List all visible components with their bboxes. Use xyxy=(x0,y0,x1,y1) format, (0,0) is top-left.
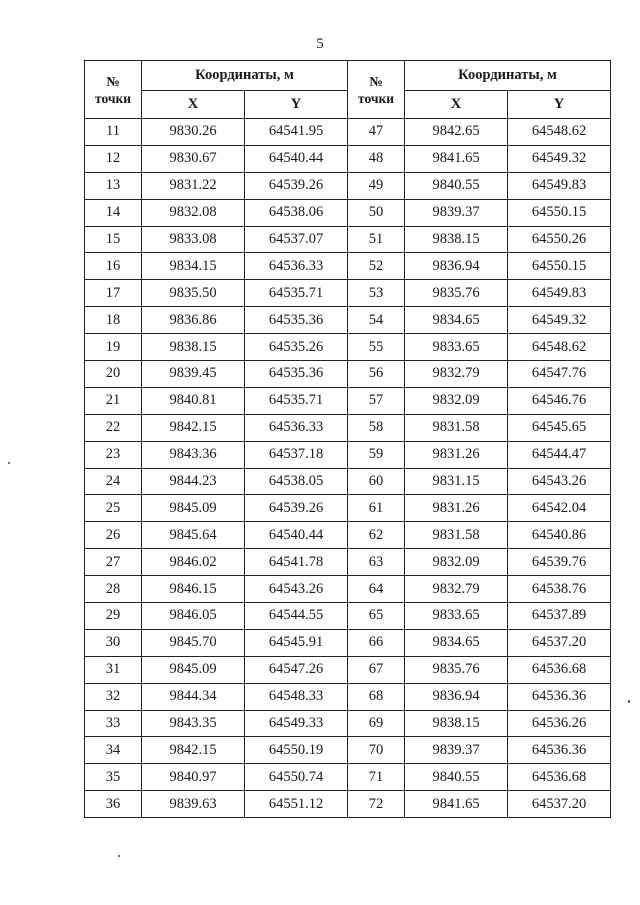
table-row xyxy=(85,253,611,280)
left-y-value: 64537.18 xyxy=(245,441,348,468)
left-y-value: 64545.91 xyxy=(245,629,348,656)
left-y-value: 64550.19 xyxy=(245,737,348,764)
left-point-number: 19 xyxy=(85,334,142,361)
table-row xyxy=(85,199,611,226)
right-y-value: 64536.68 xyxy=(508,764,611,791)
left-x-value: 9835.50 xyxy=(142,280,245,307)
left-y-value: 64541.95 xyxy=(245,119,348,146)
table-row xyxy=(85,361,611,388)
left-x-value: 9839.63 xyxy=(142,791,245,818)
number-sign: № xyxy=(106,73,120,89)
left-point-number: 27 xyxy=(85,549,142,576)
table-row xyxy=(85,629,611,656)
left-x-value: 9836.86 xyxy=(142,307,245,334)
left-x-value: 9846.05 xyxy=(142,603,245,630)
left-x-value: 9832.08 xyxy=(142,199,245,226)
right-point-number: 62 xyxy=(348,522,405,549)
coordinates-header-right: Координаты, м xyxy=(405,61,611,91)
right-x-value: 9839.37 xyxy=(405,737,508,764)
scan-speck xyxy=(628,700,630,703)
left-point-number: 14 xyxy=(85,199,142,226)
table-row xyxy=(85,549,611,576)
right-point-number: 67 xyxy=(348,656,405,683)
left-y-value: 64538.06 xyxy=(245,199,348,226)
left-point-number: 29 xyxy=(85,603,142,630)
left-y-value: 64543.26 xyxy=(245,576,348,603)
table-row xyxy=(85,656,611,683)
table-row xyxy=(85,172,611,199)
right-y-value: 64542.04 xyxy=(508,495,611,522)
right-point-number: 57 xyxy=(348,387,405,414)
right-y-value: 64550.26 xyxy=(508,226,611,253)
right-point-number: 60 xyxy=(348,468,405,495)
left-y-value: 64551.12 xyxy=(245,791,348,818)
right-point-number: 68 xyxy=(348,683,405,710)
right-point-number: 47 xyxy=(348,119,405,146)
right-y-value: 64545.65 xyxy=(508,414,611,441)
right-y-value: 64548.62 xyxy=(508,119,611,146)
left-x-value: 9839.45 xyxy=(142,361,245,388)
right-x-value: 9832.79 xyxy=(405,576,508,603)
left-x-value: 9846.15 xyxy=(142,576,245,603)
y-header-right: Y xyxy=(508,91,611,119)
right-x-value: 9834.65 xyxy=(405,629,508,656)
point-number-header-left xyxy=(85,61,142,119)
left-x-value: 9845.09 xyxy=(142,495,245,522)
right-y-value: 64540.86 xyxy=(508,522,611,549)
right-x-value: 9831.26 xyxy=(405,495,508,522)
right-x-value: 9840.55 xyxy=(405,172,508,199)
table-row xyxy=(85,334,611,361)
table-row xyxy=(85,576,611,603)
left-x-value: 9834.15 xyxy=(142,253,245,280)
table-row xyxy=(85,710,611,737)
table-row xyxy=(85,119,611,146)
left-point-number: 20 xyxy=(85,361,142,388)
left-x-value: 9846.02 xyxy=(142,549,245,576)
left-x-value: 9840.97 xyxy=(142,764,245,791)
left-point-number: 17 xyxy=(85,280,142,307)
left-y-value: 64539.26 xyxy=(245,172,348,199)
left-x-value: 9842.15 xyxy=(142,737,245,764)
number-sign: № xyxy=(369,73,383,89)
point-word: точки xyxy=(94,90,132,106)
right-x-value: 9842.65 xyxy=(405,119,508,146)
coordinates-header-left: Координаты, м xyxy=(142,61,348,91)
right-x-value: 9831.58 xyxy=(405,522,508,549)
right-point-number: 63 xyxy=(348,549,405,576)
right-y-value: 64548.62 xyxy=(508,334,611,361)
right-x-value: 9838.15 xyxy=(405,710,508,737)
table-row xyxy=(85,522,611,549)
table-row xyxy=(85,603,611,630)
right-y-value: 64550.15 xyxy=(508,253,611,280)
right-y-value: 64543.26 xyxy=(508,468,611,495)
right-y-value: 64536.36 xyxy=(508,683,611,710)
left-point-number: 16 xyxy=(85,253,142,280)
right-point-number: 65 xyxy=(348,603,405,630)
left-point-number: 33 xyxy=(85,710,142,737)
left-y-value: 64550.74 xyxy=(245,764,348,791)
left-y-value: 64549.33 xyxy=(245,710,348,737)
table-row xyxy=(85,226,611,253)
table-row xyxy=(85,414,611,441)
right-point-number: 54 xyxy=(348,307,405,334)
left-point-number: 25 xyxy=(85,495,142,522)
right-x-value: 9841.65 xyxy=(405,791,508,818)
coordinates-table xyxy=(84,60,611,818)
right-x-value: 9835.76 xyxy=(405,656,508,683)
left-x-value: 9845.64 xyxy=(142,522,245,549)
right-x-value: 9840.55 xyxy=(405,764,508,791)
table-row xyxy=(85,495,611,522)
left-x-value: 9831.22 xyxy=(142,172,245,199)
right-y-value: 64536.68 xyxy=(508,656,611,683)
point-word: точки xyxy=(357,90,395,106)
table-row xyxy=(85,764,611,791)
right-y-value: 64549.32 xyxy=(508,145,611,172)
left-point-number: 12 xyxy=(85,145,142,172)
left-x-value: 9830.26 xyxy=(142,119,245,146)
page-number: 5 xyxy=(316,36,324,52)
right-x-value: 9836.94 xyxy=(405,683,508,710)
right-y-value: 64536.26 xyxy=(508,710,611,737)
left-x-value: 9843.36 xyxy=(142,441,245,468)
left-y-value: 64540.44 xyxy=(245,522,348,549)
right-x-value: 9831.26 xyxy=(405,441,508,468)
right-x-value: 9834.65 xyxy=(405,307,508,334)
right-y-value: 64537.20 xyxy=(508,629,611,656)
left-y-value: 64540.44 xyxy=(245,145,348,172)
right-point-number: 64 xyxy=(348,576,405,603)
left-x-value: 9830.67 xyxy=(142,145,245,172)
left-point-number: 15 xyxy=(85,226,142,253)
left-y-value: 64536.33 xyxy=(245,253,348,280)
table-row xyxy=(85,791,611,818)
left-y-value: 64535.71 xyxy=(245,280,348,307)
table-row xyxy=(85,307,611,334)
left-point-number: 28 xyxy=(85,576,142,603)
right-point-number: 59 xyxy=(348,441,405,468)
right-point-number: 61 xyxy=(348,495,405,522)
left-point-number: 26 xyxy=(85,522,142,549)
left-y-value: 64539.26 xyxy=(245,495,348,522)
right-point-number: 58 xyxy=(348,414,405,441)
right-y-value: 64549.83 xyxy=(508,172,611,199)
left-y-value: 64535.26 xyxy=(245,334,348,361)
right-y-value: 64539.76 xyxy=(508,549,611,576)
left-y-value: 64544.55 xyxy=(245,603,348,630)
right-point-number: 70 xyxy=(348,737,405,764)
right-point-number: 53 xyxy=(348,280,405,307)
y-header-left: Y xyxy=(245,91,348,119)
right-point-number: 56 xyxy=(348,361,405,388)
table-row xyxy=(85,737,611,764)
point-number-header-right xyxy=(348,61,405,119)
left-point-number: 21 xyxy=(85,387,142,414)
left-point-number: 18 xyxy=(85,307,142,334)
left-point-number: 32 xyxy=(85,683,142,710)
right-point-number: 50 xyxy=(348,199,405,226)
right-y-value: 64546.76 xyxy=(508,387,611,414)
table-row xyxy=(85,280,611,307)
left-point-number: 34 xyxy=(85,737,142,764)
left-y-value: 64538.05 xyxy=(245,468,348,495)
right-x-value: 9835.76 xyxy=(405,280,508,307)
right-y-value: 64549.83 xyxy=(508,280,611,307)
left-point-number: 11 xyxy=(85,119,142,146)
right-y-value: 64537.89 xyxy=(508,603,611,630)
right-x-value: 9832.09 xyxy=(405,549,508,576)
left-x-value: 9844.34 xyxy=(142,683,245,710)
right-y-value: 64550.15 xyxy=(508,199,611,226)
left-x-value: 9842.15 xyxy=(142,414,245,441)
right-point-number: 72 xyxy=(348,791,405,818)
right-x-value: 9839.37 xyxy=(405,199,508,226)
left-x-value: 9845.70 xyxy=(142,629,245,656)
right-x-value: 9832.09 xyxy=(405,387,508,414)
right-point-number: 69 xyxy=(348,710,405,737)
left-y-value: 64541.78 xyxy=(245,549,348,576)
table-row xyxy=(85,441,611,468)
right-point-number: 48 xyxy=(348,145,405,172)
right-x-value: 9831.58 xyxy=(405,414,508,441)
right-point-number: 71 xyxy=(348,764,405,791)
left-x-value: 9844.23 xyxy=(142,468,245,495)
left-x-value: 9845.09 xyxy=(142,656,245,683)
right-x-value: 9833.65 xyxy=(405,334,508,361)
right-point-number: 55 xyxy=(348,334,405,361)
right-x-value: 9833.65 xyxy=(405,603,508,630)
right-x-value: 9841.65 xyxy=(405,145,508,172)
right-y-value: 64537.20 xyxy=(508,791,611,818)
right-point-number: 51 xyxy=(348,226,405,253)
table-row xyxy=(85,683,611,710)
x-header-left: X xyxy=(142,91,245,119)
left-x-value: 9843.35 xyxy=(142,710,245,737)
left-point-number: 24 xyxy=(85,468,142,495)
left-y-value: 64536.33 xyxy=(245,414,348,441)
right-y-value: 64544.47 xyxy=(508,441,611,468)
left-y-value: 64535.71 xyxy=(245,387,348,414)
left-y-value: 64547.26 xyxy=(245,656,348,683)
left-x-value: 9840.81 xyxy=(142,387,245,414)
right-y-value: 64538.76 xyxy=(508,576,611,603)
left-point-number: 36 xyxy=(85,791,142,818)
table-header xyxy=(85,61,611,119)
x-header-right: X xyxy=(405,91,508,119)
right-point-number: 52 xyxy=(348,253,405,280)
table-row xyxy=(85,145,611,172)
scan-speck xyxy=(118,855,120,857)
left-point-number: 22 xyxy=(85,414,142,441)
right-y-value: 64549.32 xyxy=(508,307,611,334)
right-y-value: 64547.76 xyxy=(508,361,611,388)
right-x-value: 9838.15 xyxy=(405,226,508,253)
table-row xyxy=(85,387,611,414)
table-row xyxy=(85,468,611,495)
left-point-number: 23 xyxy=(85,441,142,468)
right-y-value: 64536.36 xyxy=(508,737,611,764)
left-y-value: 64535.36 xyxy=(245,307,348,334)
right-x-value: 9836.94 xyxy=(405,253,508,280)
right-x-value: 9832.79 xyxy=(405,361,508,388)
left-y-value: 64548.33 xyxy=(245,683,348,710)
right-point-number: 66 xyxy=(348,629,405,656)
left-x-value: 9833.08 xyxy=(142,226,245,253)
left-point-number: 30 xyxy=(85,629,142,656)
left-y-value: 64535.36 xyxy=(245,361,348,388)
left-y-value: 64537.07 xyxy=(245,226,348,253)
scan-speck xyxy=(8,462,10,464)
left-point-number: 13 xyxy=(85,172,142,199)
left-point-number: 35 xyxy=(85,764,142,791)
right-x-value: 9831.15 xyxy=(405,468,508,495)
table-body xyxy=(85,119,611,818)
left-x-value: 9838.15 xyxy=(142,334,245,361)
left-point-number: 31 xyxy=(85,656,142,683)
right-point-number: 49 xyxy=(348,172,405,199)
